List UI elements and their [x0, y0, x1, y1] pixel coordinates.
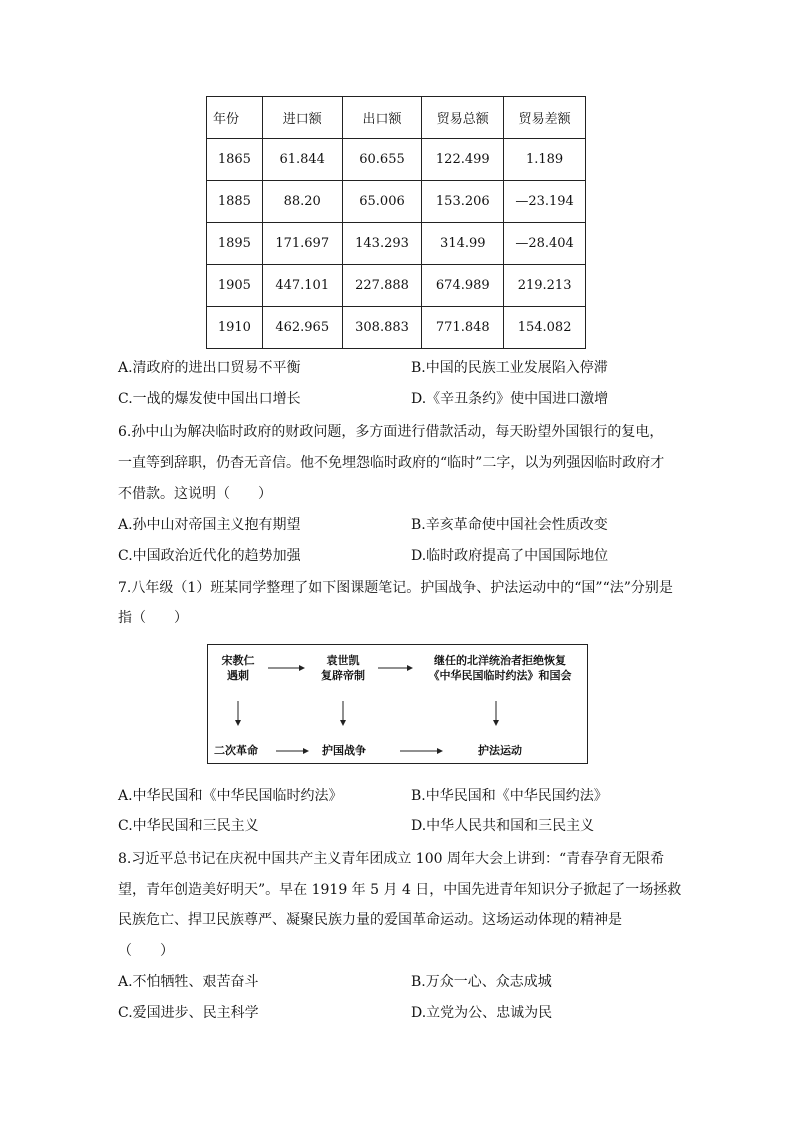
- diagram-node-second-revolution: 二次革命: [214, 744, 258, 757]
- table-cell: 171.697: [262, 223, 342, 265]
- q7-option-d[interactable]: D.中华人民共和国和三民主义: [411, 818, 595, 834]
- diagram-node-text: 继任的北洋统治者拒绝恢复: [434, 654, 566, 667]
- q8-stem-line: （ ）: [118, 943, 174, 959]
- header-cell: 贸易总额: [422, 97, 504, 139]
- q7-stem-line: 指（ ）: [118, 610, 188, 626]
- table-cell: 1885: [207, 181, 263, 223]
- diagram-node-text: 复辟帝制: [321, 669, 365, 682]
- header-cell: 出口额: [342, 97, 422, 139]
- table-cell: 314.99: [422, 223, 504, 265]
- q8-option-a[interactable]: A.不怕牺牲、艰苦奋斗: [118, 974, 259, 990]
- table-cell: 65.006: [342, 181, 422, 223]
- table-cell: 219.213: [504, 265, 586, 307]
- table-cell: 143.293: [342, 223, 422, 265]
- q6-option-b[interactable]: B.辛亥革命使中国社会性质改变: [411, 517, 608, 533]
- q7-option-a[interactable]: A.中华民国和《中华民国临时约法》: [118, 788, 343, 804]
- table-cell: 771.848: [422, 307, 504, 349]
- table-row: [207, 181, 586, 223]
- table-cell: 153.206: [422, 181, 504, 223]
- q6-stem-line: 一直等到辞职，仍杳无音信。他不免埋怨临时政府的“临时”二字，以为列强因临时政府才: [118, 455, 665, 471]
- q6-option-d[interactable]: D.临时政府提高了中国国际地位: [411, 548, 609, 564]
- table-header-row: [207, 97, 586, 139]
- table-cell: 674.989: [422, 265, 504, 307]
- q8-option-d[interactable]: D.立党为公、忠诚为民: [411, 1005, 553, 1021]
- table-cell: 1895: [207, 223, 263, 265]
- table-cell: 1910: [207, 307, 263, 349]
- table-row: [207, 223, 586, 265]
- q6-stem-line: 6.孙中山为解决临时政府的财政问题，多方面进行借款活动，每天盼望外国银行的复电，: [118, 424, 664, 440]
- table-row: [207, 139, 586, 181]
- q6-stem-line: 不借款。这说明（ ）: [118, 486, 272, 502]
- table-cell: 308.883: [342, 307, 422, 349]
- q7-stem-line: 7.八年级（1）班某同学整理了如下图课题笔记。护国战争、护法运动中的“国”“法”分别是: [118, 580, 673, 596]
- table-cell: 462.965: [262, 307, 342, 349]
- table-row: [207, 265, 586, 307]
- table-cell: 447.101: [262, 265, 342, 307]
- q8-stem-line: 望，青年创造美好明天”。早在 1919 年 5 月 4 日，中国先进青年知识分子掀起了一场拯救: [118, 882, 682, 898]
- table-cell: —23.194: [504, 181, 586, 223]
- q7-option-b[interactable]: B.中华民国和《中华民国约法》: [411, 788, 608, 804]
- table-cell: 88.20: [262, 181, 342, 223]
- q8-stem-line: 民族危亡、捍卫民族尊严、凝聚民族力量的爱国革命运动。这场运动体现的精神是: [118, 912, 622, 928]
- q8-option-b[interactable]: B.万众一心、众志成城: [411, 974, 552, 990]
- q5-option-a[interactable]: A.清政府的进出口贸易不平衡: [118, 360, 301, 376]
- table-cell: 1.189: [504, 139, 586, 181]
- table-cell: 1865: [207, 139, 263, 181]
- diagram-node-text: 遇刺: [227, 669, 249, 682]
- table-row: [207, 307, 586, 349]
- q5-option-c[interactable]: C.一战的爆发使中国出口增长: [118, 391, 301, 407]
- diagram-node-text: 宋教仁: [221, 654, 255, 667]
- q5-option-b[interactable]: B.中国的民族工业发展陷入停滞: [411, 360, 608, 376]
- table-cell: 60.655: [342, 139, 422, 181]
- table-cell: 227.888: [342, 265, 422, 307]
- diagram-node-text: 袁世凯: [326, 654, 360, 667]
- diagram-node-national-protection-war: 护国战争: [322, 744, 366, 757]
- header-cell: 进口额: [262, 97, 342, 139]
- diagram-node-constitution-protection: 护法运动: [478, 744, 522, 757]
- header-cell: 年份: [207, 97, 263, 139]
- diagram-node-text: 《中华民国临时约法》和国会: [428, 669, 572, 682]
- table-cell: 61.844: [262, 139, 342, 181]
- trade-table: [206, 96, 586, 349]
- notes-diagram: [207, 644, 588, 764]
- q5-option-d[interactable]: D.《辛丑条约》使中国进口激增: [411, 391, 609, 407]
- q7-option-c[interactable]: C.中华民国和三民主义: [118, 818, 259, 834]
- table-cell: 122.499: [422, 139, 504, 181]
- diagram-arrows: [208, 645, 589, 765]
- q6-option-c[interactable]: C.中国政治近代化的趋势加强: [118, 548, 301, 564]
- q8-option-c[interactable]: C.爱国进步、民主科学: [118, 1005, 259, 1021]
- table-cell: 154.082: [504, 307, 586, 349]
- header-cell: 贸易差额: [504, 97, 586, 139]
- table-cell: 1905: [207, 265, 263, 307]
- table-cell: —28.404: [504, 223, 586, 265]
- q6-option-a[interactable]: A.孙中山对帝国主义抱有期望: [118, 517, 301, 533]
- q8-stem-line: 8.习近平总书记在庆祝中国共产主义青年团成立 100 周年大会上讲到：“青春孕育无限希: [118, 851, 665, 867]
